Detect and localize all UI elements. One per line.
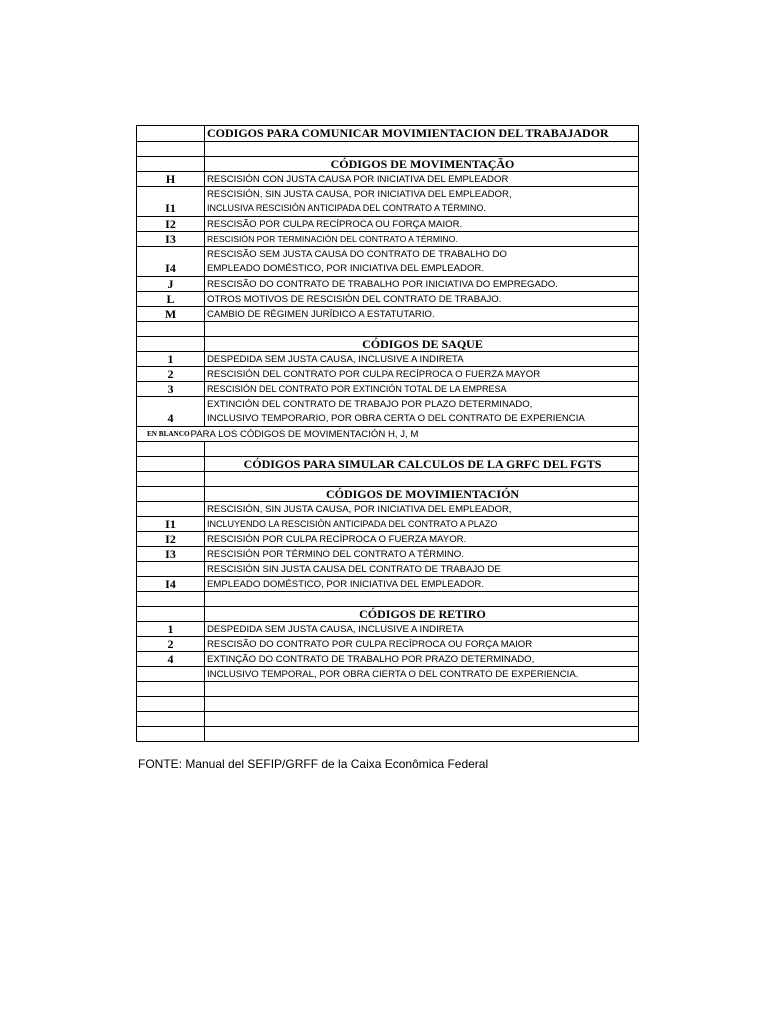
table-row: EXTINCIÓN DEL CONTRATO DE TRABAJO POR PLAZO DETERMINADO, [137, 396, 638, 411]
section-heading: CÓDIGOS DE SAQUE [362, 337, 483, 351]
blank-tag: EN BLANCO [147, 430, 190, 438]
table-row [137, 711, 638, 726]
table-row: RESCISIÓN, SIN JUSTA CAUSA, POR INICIATIVA DEL EMPLEADOR, [137, 501, 638, 516]
table-row [137, 336, 638, 351]
table-row: I4 EMPLEADO DOMÉSTICO, POR INICIATIVA DEL EMPLEADOR. [137, 261, 638, 276]
table-row [137, 456, 638, 471]
table-row: M CAMBIO DE RÉGIMEN JURÍDICO A ESTATUTARIO. [137, 306, 638, 321]
table-title: CODIGOS PARA COMUNICAR MOVIMIENTACION DEL TRABAJADOR [207, 126, 609, 140]
table-row: L OTROS MOTIVOS DE RESCISIÓN DEL CONTRATO DE TRABAJO. [137, 291, 638, 306]
codes-table [136, 125, 639, 742]
table-row: RESCISIÓN, SIN JUSTA CAUSA, POR INICIATIVA DEL EMPLEADOR, [137, 186, 638, 201]
table-row [137, 591, 638, 606]
table-row [137, 471, 638, 486]
table-row: 2 RESCISÃO DO CONTRATO POR CULPA RECÍPROCA OU FORÇA MAIOR [137, 636, 638, 651]
table-row: 4 EXTINÇÃO DO CONTRATO DE TRABALHO POR PRAZO DETERMINADO, [137, 651, 638, 666]
table-row: 4 INCLUSIVO TEMPORARIO, POR OBRA CERTA O DEL CONTRATO DE EXPERIENCIA [137, 411, 638, 426]
table-row: I4 EMPLEADO DOMÉSTICO, POR INICIATIVA DEL EMPLEADOR. [137, 576, 638, 591]
table-row: I3 RESCISIÓN POR TÉRMINO DEL CONTRATO A TÉRMINO. [137, 546, 638, 561]
table-row: I2 RESCISÃO POR CULPA RECÍPROCA OU FORÇA MAIOR. [137, 216, 638, 231]
table-row: H RESCISIÓN CON JUSTA CAUSA POR INICIATIVA DEL EMPLEADOR [137, 171, 638, 186]
table-row [137, 486, 638, 501]
table-row: 1 DESPEDIDA SEM JUSTA CAUSA, INCLUSIVE A INDIRETA [137, 621, 638, 636]
table-row: 1 DESPEDIDA SEM JUSTA CAUSA, INCLUSIVE A INDIRETA [137, 351, 638, 366]
source-footer: FONTE: Manual del SEFIP/GRFF de la Caixa Econômica Federal [138, 757, 489, 771]
section-heading: CÓDIGOS PARA SIMULAR CALCULOS DE LA GRFC DEL FGTS [243, 457, 602, 471]
table-row: 2 RESCISIÓN DEL CONTRATO POR CULPA RECÍPROCA O FUERZA MAYOR [137, 366, 638, 381]
table-row [137, 141, 638, 156]
table-row: INCLUSIVO TEMPORAL, POR OBRA CIERTA O DEL CONTRATO DE EXPERIENCIA. [137, 666, 638, 681]
blank-note-row [137, 426, 638, 441]
table-row: I2 RESCISIÓN POR CULPA RECÍPROCA O FUERZA MAYOR. [137, 531, 638, 546]
table-row [137, 156, 638, 171]
section-heading: CÓDIGOS DE RETIRO [359, 607, 486, 621]
table-row [137, 441, 638, 456]
blank-text: PARA LOS CÓDIGOS DE MOVIMENTACIÓN H, J, M [190, 428, 419, 440]
table-row: RESCISIÓN SIN JUSTA CAUSA DEL CONTRATO DE TRABAJO DE [137, 561, 638, 576]
table-row: I3 RESCISIÓN POR TERMINACIÓN DEL CONTRATO A TÉRMINO. [137, 231, 638, 246]
table-row [137, 696, 638, 711]
section-heading: CÓDIGOS DE MOVIMENTAÇÃO [330, 157, 515, 171]
table-row [137, 606, 638, 621]
table-row: RESCISÃO SEM JUSTA CAUSA DO CONTRATO DE TRABALHO DO [137, 246, 638, 261]
table-row: I1 INCLUSIVA RESCISIÓN ANTICIPADA DEL CONTRATO A TÉRMINO. [137, 201, 638, 216]
table-row [137, 321, 638, 336]
table-row [137, 681, 638, 696]
table-row [137, 726, 638, 741]
table-row [137, 126, 638, 141]
table-row: J RESCISÃO DO CONTRATO DE TRABALHO POR INICIATIVA DO EMPREGADO. [137, 276, 638, 291]
section-heading: CÓDIGOS DE MOVIMIENTACIÓN [325, 487, 520, 501]
table-row: 3 RESCISIÓN DEL CONTRATO POR EXTINCIÓN TOTAL DE LA EMPRESA [137, 381, 638, 396]
table-row: I1 INCLUYENDO LA RESCISIÓN ANTICIPADA DEL CONTRATO A PLAZO [137, 516, 638, 531]
